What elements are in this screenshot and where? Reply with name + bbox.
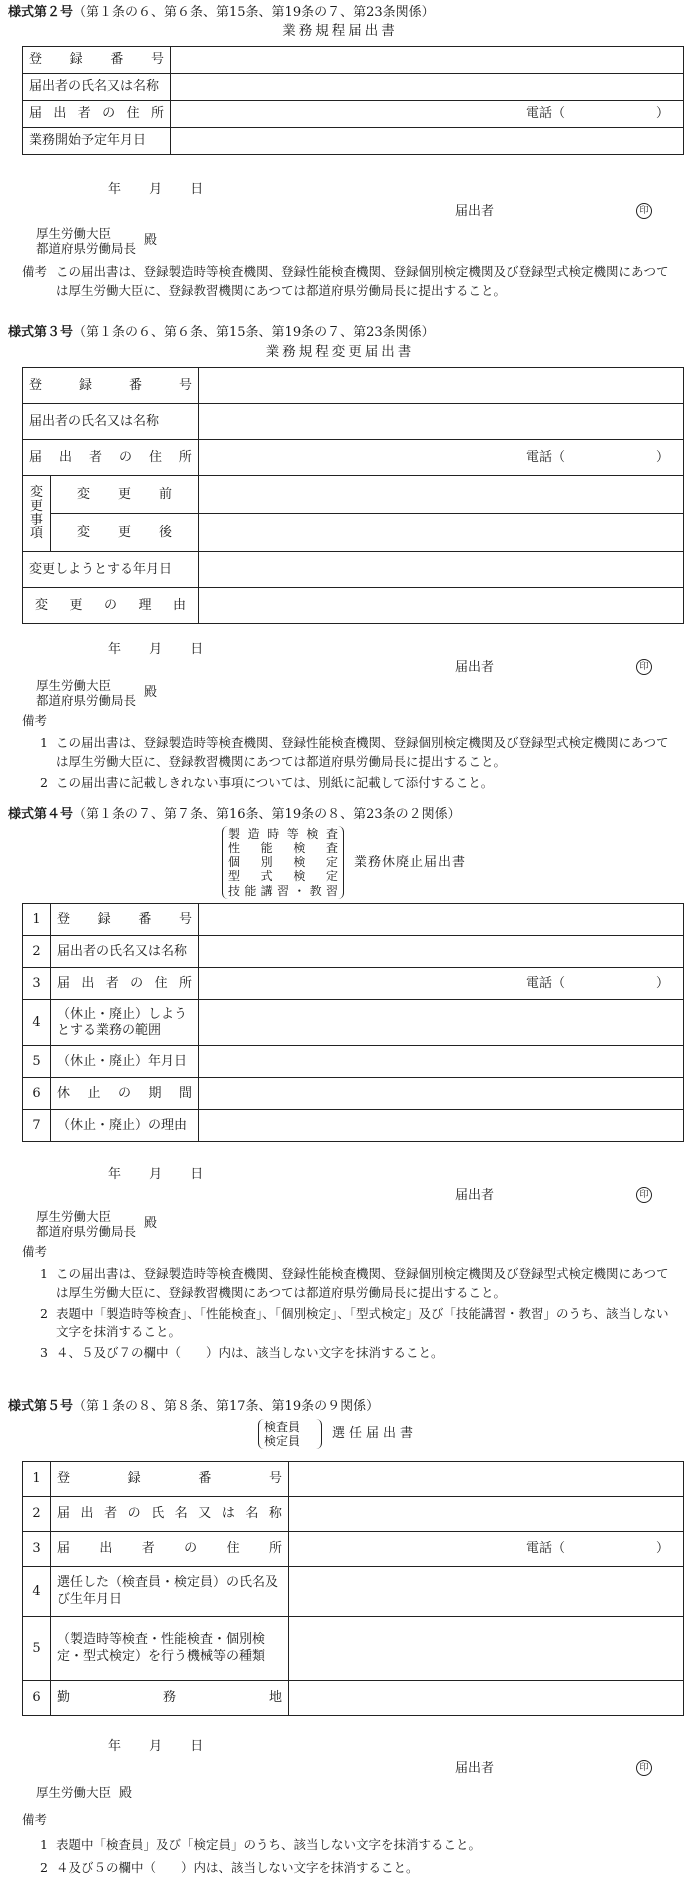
label-char: 技 [228,883,241,898]
addressee-bureau: 都道府県労働局長 [36,241,137,256]
label-char: 氏 [151,1506,165,1522]
label-char: の [184,1541,198,1557]
addressee-honorific: 殿 [144,233,158,249]
value-field[interactable] [289,1681,684,1716]
label-char: 名 [245,1506,259,1522]
label-char: 番 [110,52,124,68]
seal-icon: 印 [636,659,652,675]
spread-label-before [57,486,192,504]
spread-label-address [29,449,192,467]
row-label: （休止・廃止）の理由 [51,1110,199,1142]
value-field[interactable] [171,101,684,128]
table-row [23,552,684,588]
form-5-reference: （第１条の８、第８条、第17条、第19条の９関係） [73,1399,380,1414]
value-field[interactable] [199,1078,684,1110]
table-row [23,588,684,624]
form-3-number: 様式第３号 [8,325,74,340]
change-items-label [23,476,51,552]
remark-number: 1 [40,735,48,750]
label-char: 者 [104,1506,118,1522]
title-option: 検査員 [264,1420,301,1434]
table-row [23,440,684,476]
label-char: 番 [128,377,142,393]
row-label [23,47,171,74]
form-5-header [8,1398,379,1416]
form-4-table [22,903,684,1142]
value-field[interactable] [199,936,684,968]
row-label [23,101,171,128]
label-char: 時 [267,827,280,841]
table-row [23,404,684,440]
label-char: 能 [260,841,273,856]
row-label: 変更しようとする年月日 [23,552,199,588]
remark-number: 2 [40,774,48,790]
remarks-label: 備考 [22,713,48,728]
label-char: 等 [286,827,299,841]
addressee-honorific: 殿 [119,1786,133,1801]
row-number: 3 [23,1532,51,1567]
label-char: 号 [178,911,192,927]
remark-number: 1 [40,1266,48,1281]
label-char: 能 [244,883,257,898]
label-char: 造 [247,827,260,841]
label-char: 録 [97,911,111,927]
form-2-number: 様式第２号 [8,5,74,20]
remark-text: 表題中「製造時等検査」、「性能検査」、「個別検定」、「型式検定」及び「技能講習・教習」のうち、該当しない文字を抹消すること。 [56,1305,669,1340]
label-char: 止 [87,1085,101,1101]
remarks-label: 備考 [22,1244,48,1259]
label-char: は [221,1506,235,1522]
table-row [23,368,684,404]
applicant-label: 届出者 [455,660,495,675]
form-5-table [22,1461,684,1716]
remark-item [22,1836,672,1855]
row-label [51,1497,289,1532]
table-row [23,1617,684,1681]
tel-label: 電話（ ） [525,449,669,465]
form-4-remarks [22,1265,672,1363]
form-5-remarks [22,1836,672,1878]
label-char: 検 [306,827,319,841]
label-char: 勤 [57,1690,71,1706]
addressee-bureau: 都道府県労働局長 [36,693,137,708]
row-label [23,440,199,476]
value-field[interactable] [199,552,684,588]
label-char: 所 [150,106,164,122]
title-text: 選任届出書 [332,1426,418,1442]
title-text: 業務休廃止届出書 [354,854,467,870]
title-option [228,855,338,869]
form-4-number: 様式第４号 [8,807,74,822]
remark-item [22,1344,672,1363]
remarks-label: 備考 [22,1812,48,1827]
table-row [23,476,684,514]
date-line: 年 月 日 [108,1739,205,1754]
value-field[interactable] [199,476,684,514]
vertical-text [29,486,44,541]
spread-label-registration-no [29,51,164,69]
addressee-list [36,678,136,708]
row-number: 5 [23,1046,51,1078]
label-char: 出 [81,975,95,991]
label-char: 号 [150,52,164,68]
label-char: 変 [35,597,49,613]
row-label: （休止・廃止）しようとする業務の範囲 [51,1000,199,1046]
spread-label-name [57,1505,282,1523]
remark-item [22,774,672,793]
row-number: 4 [23,1000,51,1046]
spread-label-address [57,1540,282,1558]
table-row [23,1681,684,1716]
label-char: 所 [178,975,192,991]
row-number: 1 [23,1462,51,1497]
label-char: の [117,1085,131,1101]
form-2-title: 業務規程届出書 [282,23,398,39]
label-char: 番 [198,1471,212,1487]
addressee-minister: 厚生労働大臣 [36,1209,112,1224]
label-char: 者 [141,1541,155,1557]
remark-text: ４及び５の欄中（ ）内は、該当しない文字を抹消すること。 [56,1859,419,1875]
seal-icon: 印 [636,1760,652,1776]
value-field[interactable] [289,1497,684,1532]
row-number: 4 [23,1567,51,1617]
value-field[interactable] [171,74,684,101]
row-label: 届出者の氏名又は名称 [23,74,171,101]
remark-item [22,1305,672,1343]
row-number: 2 [23,1497,51,1532]
addressee-list [36,1209,136,1239]
form-3-table [22,367,684,624]
table-row [23,1497,684,1532]
label-char: 住 [226,1541,240,1557]
label-char: 休 [57,1085,71,1101]
label-char: 号 [268,1471,282,1487]
form-2-header [8,4,435,22]
row-label [51,1462,289,1497]
remark-text: ４、５及び７の欄中（ ）内は、該当しない文字を抹消すること。 [56,1345,444,1360]
label-char: 変 [29,485,43,501]
remark-item [22,734,672,772]
label-char: 事 [29,512,43,528]
label-char: 届 [57,1541,71,1557]
label-char: 前 [158,486,172,502]
spread-label-after [57,524,192,542]
label-char: 変 [77,524,91,540]
spread-label-registration-no [29,377,192,395]
form-3-title: 業務規程変更届出書 [265,344,415,360]
spread-label-registration-no [57,1470,282,1488]
form-2-reference: （第１条の６、第６条、第15条、第19条の７、第23条関係） [73,5,435,20]
value-field[interactable] [199,588,684,624]
title-option [228,827,338,841]
title-option [228,869,338,883]
label-char: 録 [127,1471,141,1487]
addressee-minister: 厚生労働大臣 [36,678,112,693]
table-row [23,74,684,101]
label-char: 更 [29,498,43,514]
label-char: 項 [29,526,43,542]
label-char: 者 [77,106,91,122]
row-label: 選任した（検査員・検定員）の氏名及び生年月日 [51,1567,289,1617]
table-row [23,1567,684,1617]
row-number: 2 [23,936,51,968]
row-label: 業務開始予定年月日 [23,128,171,155]
label-char: 登 [29,52,43,68]
date-line: 年 月 日 [108,182,205,197]
row-label [23,588,199,624]
label-char: 出 [53,106,67,122]
label-char: 理 [138,597,152,613]
label-char: 出 [80,1506,94,1522]
spread-label-address [29,105,164,123]
label-char: 更 [69,597,83,613]
label-char: 録 [78,377,92,393]
table-row [23,1532,684,1567]
row-label [51,1532,289,1567]
row-label [51,1078,199,1110]
row-label: 届出者の氏名又は名称 [51,936,199,968]
remark-item [22,1859,672,1878]
table-row [23,904,684,936]
addressee-honorific: 殿 [144,1216,158,1232]
label-char: の [103,597,117,613]
label-char: 番 [138,911,152,927]
table-row [23,514,684,552]
row-label [51,476,199,514]
row-label [51,968,199,1000]
title-options [222,826,344,899]
remarks-text: この届出書は、登録製造時等検査機関、登録性能検査機関、登録個別検定機関及び登録型式検定機関にあつては厚生労働大臣に、登録教習機関にあつては都道府県労働局長に提出すること。 [56,264,669,298]
addressee-minister: 厚生労働大臣 [36,226,112,241]
label-char: 由 [172,597,186,613]
remark-text: この届出書は、登録製造時等検査機関、登録性能検査機関、登録個別検定機関及び登録型式検定機関にあつては厚生労働大臣に、登録教習機関にあつては都道府県労働局長に提出すること。 [56,1266,669,1300]
label-char: 習 [325,883,338,898]
value-field[interactable] [199,1000,684,1046]
remark-number: 3 [40,1345,48,1360]
row-number: 1 [23,904,51,936]
label-char: 期 [148,1085,162,1101]
value-field[interactable] [199,368,684,404]
label-char: 届 [29,449,43,465]
table-row [23,1078,684,1110]
label-char: 届 [57,975,71,991]
form-3-reference: （第１条の６、第６条、第15条、第19条の７、第23条関係） [73,325,435,340]
value-field[interactable] [199,404,684,440]
row-number: 3 [23,968,51,1000]
remark-number: 2 [40,1305,48,1321]
remark-text: 表題中「検査員」及び「検定員」のうち、該当しない文字を抹消すること。 [56,1837,482,1852]
form-5-number: 様式第５号 [8,1399,74,1414]
spread-label-period [57,1085,192,1103]
date-line: 年 月 日 [108,642,205,657]
table-row [23,101,684,128]
label-char: 後 [158,524,172,540]
label-char: 住 [148,449,162,465]
row-number: 6 [23,1681,51,1716]
spread-label-workplace [57,1689,282,1707]
label-char: 教 [309,883,322,898]
applicant-label: 届出者 [455,204,495,219]
label-char: の [127,1506,141,1522]
addressee [36,678,157,708]
addressee [36,1209,157,1239]
label-char: 査 [325,841,338,856]
seal-icon: 印 [636,1187,652,1203]
form-3-remarks [22,734,672,792]
value-field[interactable] [199,904,684,936]
label-char: 出 [58,449,72,465]
value-field[interactable] [199,1046,684,1078]
label-char: 検 [293,841,306,856]
label-char: 更 [117,486,131,502]
label-char: 検 [293,855,306,870]
label-char: の [130,975,144,991]
remarks-row [22,263,672,301]
label-char: 更 [117,524,131,540]
value-field[interactable] [199,1110,684,1142]
form-4-reference: （第１条の７、第７条、第16条、第19条の８、第23条の２関係） [73,807,461,822]
row-label [23,368,199,404]
table-row [23,128,684,155]
tel-label: 電話（ ） [525,975,669,991]
spread-label-address [57,975,192,993]
label-char: 届 [29,106,43,122]
label-char: 届 [57,1506,71,1522]
addressee [36,1785,132,1803]
table-row [23,1110,684,1142]
label-char: 住 [154,975,168,991]
row-label [51,514,199,552]
form-5-title [258,1419,417,1449]
form-4-title [222,826,466,899]
label-char: 製 [228,827,241,841]
title-option [228,841,338,855]
remark-item [22,1265,672,1303]
table-row [23,1462,684,1497]
table-row [23,1046,684,1078]
label-char: 習 [276,883,289,898]
label-char: 査 [325,827,338,841]
label-char: 者 [88,449,102,465]
label-char: 性 [228,841,241,856]
row-label [51,1681,289,1716]
value-field[interactable] [289,1567,684,1617]
value-field[interactable] [199,440,684,476]
value-field[interactable] [289,1462,684,1497]
row-number: 6 [23,1078,51,1110]
row-label: （製造時等検査・性能検査・個別検定・型式検定）を行う機械等の種類 [51,1617,289,1681]
label-char: 称 [268,1506,282,1522]
row-number: 5 [23,1617,51,1681]
label-char: 検 [293,869,306,884]
label-char: 所 [268,1541,282,1557]
remark-number: 2 [40,1859,48,1875]
value-field[interactable] [289,1532,684,1567]
applicant-label: 届出者 [455,1188,495,1203]
remark-text: この届出書に記載しきれない事項については、別紙に記載して添付すること。 [56,774,494,790]
spread-label-reason [29,597,192,615]
table-row [23,1000,684,1046]
label-char: 務 [162,1690,176,1706]
row-number: 7 [23,1110,51,1142]
label-char: 講 [260,883,273,898]
tel-label: 電話（ ） [525,106,669,122]
title-option: 検定員 [264,1434,301,1449]
label-char: 型 [228,869,241,884]
title-option [228,884,338,898]
title-options [258,1419,322,1449]
table-row [23,47,684,74]
remarks-label: 備考 [22,264,48,279]
value-field[interactable] [171,128,684,155]
row-label: （休止・廃止）年月日 [51,1046,199,1078]
addressee-list [36,226,136,256]
label-char: 者 [105,975,119,991]
label-char: 号 [178,377,192,393]
label-char: の [118,449,132,465]
form-3-header [8,324,435,342]
remark-text: この届出書は、登録製造時等検査機関、登録性能検査機関、登録個別検定機関及び登録型式検定機関にあつては厚生労働大臣に、登録教習機関にあつては都道府県労働局長に提出すること。 [56,735,669,769]
table-row [23,968,684,1000]
label-char: 別 [260,855,273,870]
form-4-header [8,806,461,824]
label-char: 個 [228,855,241,870]
addressee-bureau: 都道府県労働局長 [36,1224,137,1239]
label-char: ・ [293,883,306,898]
spread-label-registration-no [57,911,192,929]
label-char: 登 [57,911,71,927]
label-char: 出 [99,1541,113,1557]
seal-icon: 印 [636,203,652,219]
label-char: 定 [325,869,338,884]
label-char: の [102,106,116,122]
label-char: 登 [57,1471,71,1487]
label-char: 地 [268,1690,282,1706]
addressee [36,226,157,256]
label-char: 所 [178,449,192,465]
label-char: 定 [325,855,338,870]
label-char: 住 [126,106,140,122]
value-field[interactable] [171,47,684,74]
addressee-minister: 厚生労働大臣 [36,1785,112,1801]
label-char: 式 [260,869,273,884]
remark-number: 1 [40,1837,48,1852]
value-field[interactable] [199,968,684,1000]
value-field[interactable] [289,1617,684,1681]
addressee-honorific: 殿 [144,685,158,701]
tel-label: 電話（ ） [525,1541,669,1557]
label-char: 録 [69,52,83,68]
label-char: 変 [77,486,91,502]
applicant-label: 届出者 [455,1761,495,1776]
row-label [51,904,199,936]
label-char: 登 [29,377,43,393]
form-2-remarks [22,263,672,301]
form-2-table [22,46,684,155]
table-row [23,936,684,968]
date-line: 年 月 日 [108,1167,205,1182]
value-field[interactable] [199,514,684,552]
label-char: 名 [174,1506,188,1522]
row-label: 届出者の氏名又は名称 [23,404,199,440]
label-char: 間 [178,1085,192,1101]
label-char: 又 [198,1506,212,1522]
